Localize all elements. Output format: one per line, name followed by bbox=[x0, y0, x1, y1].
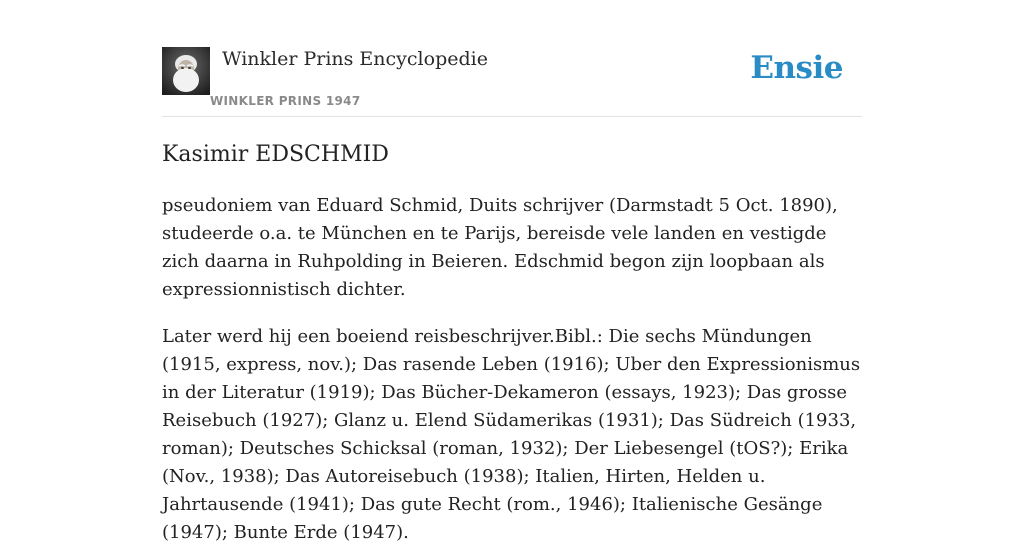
article-paragraph: pseudoniem van Eduard Schmid, Duits schrijver (Darmstadt 5 Oct. 1890), studeerde o.a. te München en te Parijs, bereisde vele landen en vestigde zich daarna in Ruhpolding in Beieren. Edschmid begon zijn loopbaan als expressionnistisch dichter. bbox=[162, 195, 838, 300]
article-paragraph: Later werd hij een boeiend reisbeschrijver.Bibl.: Die sechs Mündungen (1915, express, nov.); Das rasende Leben (1916); Uber den Expressionismus in der Literatur (1919); Das Bücher-Dekameron (essays, 1923); Das grosse Reisebuch (1927); Glanz u. Elend Südamerikas (1931); Das Südreich (1933, roman); Deutsches Schicksal (roman, 1932); Der Liebesengel (tOS?); Erika (Nov., 1938); Das Autoreisebuch (1938); Italien, Hirten, Helden u. Jahrtausende (1941); Das gute Recht (rom., 1946); Italienische Gesänge (1947); Bunte Erde (1947). bbox=[162, 326, 861, 543]
author-portrait-icon[interactable] bbox=[162, 47, 210, 95]
site-header bbox=[162, 0, 862, 117]
site-title[interactable]: Winkler Prins Encyclopedie bbox=[222, 48, 488, 70]
page bbox=[162, 0, 862, 543]
collection-label[interactable]: WINKLER PRINS 1947 bbox=[210, 94, 361, 108]
entry-title: Kasimir EDSCHMID bbox=[162, 142, 389, 167]
portrait-image bbox=[162, 47, 210, 95]
brand-logo[interactable]: Ensie bbox=[750, 50, 843, 86]
